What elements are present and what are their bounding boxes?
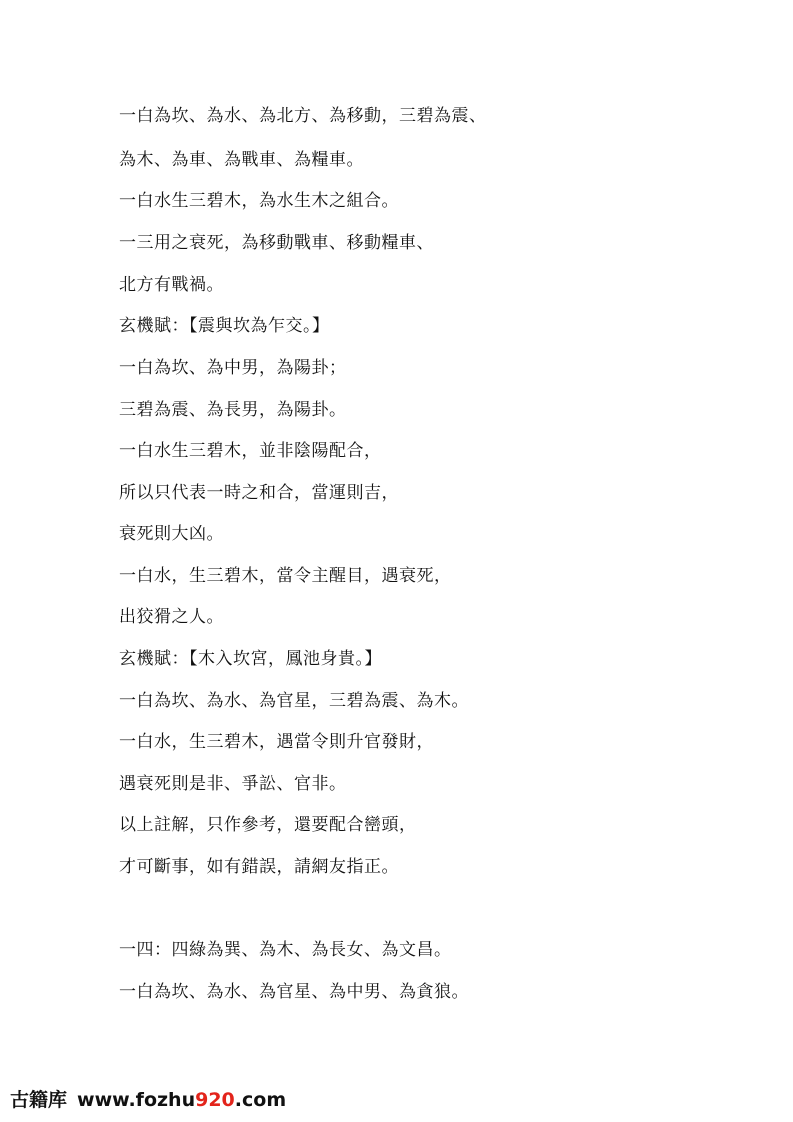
text-line: 以上註解，只作參考，還要配合巒頭， [119, 815, 417, 835]
text-line: 遇衰死則是非、爭訟、官非。 [119, 774, 347, 794]
text-line: 一白水，生三碧木，遇當令則升官發財， [119, 732, 434, 752]
text-line: 為木、為車、為戰車、為糧車。 [119, 150, 364, 170]
text-line: 所以只代表一時之和合，當運則吉， [119, 483, 399, 503]
text-line: 玄機賦：【木入坎宮，鳳池身貴。】 [119, 649, 382, 669]
text-line: 一白為坎、為水、為官星、為中男、為貪狼。 [119, 982, 469, 1002]
footer-brand: 古籍库 [10, 1089, 68, 1111]
text-line: 一白水生三碧木，為水生木之組合。 [119, 191, 399, 211]
footer-url[interactable] [77, 1089, 286, 1111]
text-line: 衰死則大凶。 [119, 524, 224, 544]
text-line: 三碧為震、為長男，為陽卦。 [119, 400, 347, 420]
text-line: 才可斷事，如有錯誤，請網友指正。 [119, 857, 399, 877]
footer-url-suffix: .com [234, 1089, 287, 1111]
text-line: 一白為坎、為中男，為陽卦； [119, 358, 347, 378]
text-line: 一白為坎、為水、為官星，三碧為震、為木。 [119, 691, 469, 711]
text-line: 一白為坎、為水、為北方、為移動，三碧為震、 [119, 106, 487, 126]
footer-url-number: 920 [195, 1089, 235, 1111]
text-line: 一四：四綠為巽、為木、為長女、為文昌。 [119, 940, 452, 960]
footer-url-prefix: www.fozhu [77, 1089, 196, 1111]
text-line: 一白水，生三碧木，當令主醒目，遇衰死， [119, 566, 452, 586]
text-line: 出狡猾之人。 [119, 607, 224, 627]
text-line: 一三用之衰死，為移動戰車、移動糧車、 [119, 233, 434, 253]
text-line: 玄機賦：【震與坎為乍交。】 [119, 316, 330, 336]
footer-watermark [10, 1087, 286, 1113]
text-line: 一白水生三碧木，並非陰陽配合， [119, 441, 382, 461]
text-line: 北方有戰禍。 [119, 275, 224, 295]
